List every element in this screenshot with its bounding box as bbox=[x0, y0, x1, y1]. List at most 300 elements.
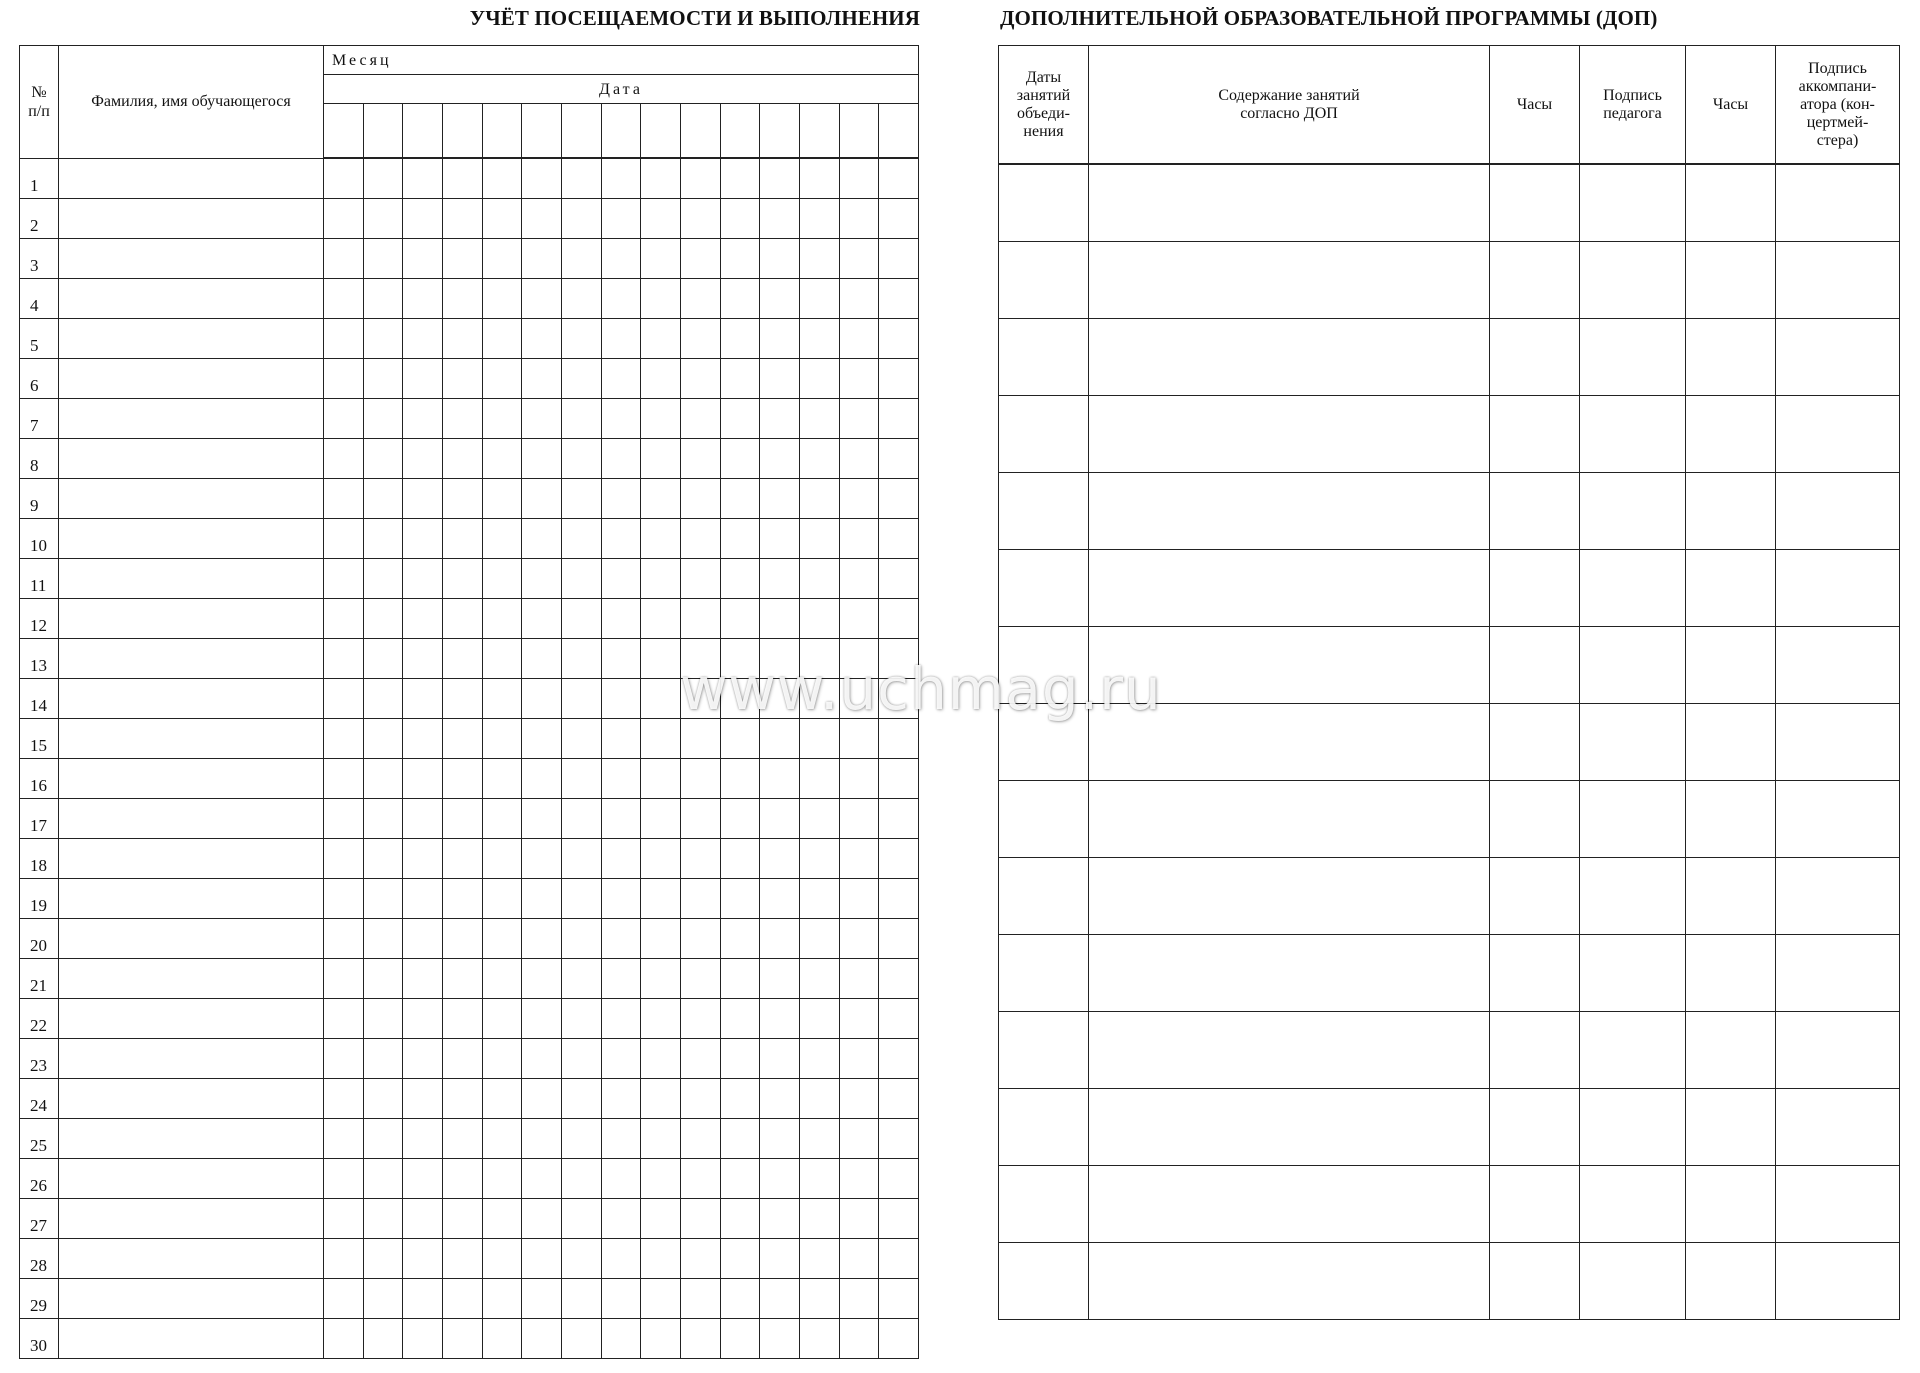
attendance-mark-cell[interactable] bbox=[482, 1158, 522, 1198]
attendance-mark-cell[interactable] bbox=[680, 318, 720, 358]
attendance-mark-cell[interactable] bbox=[482, 198, 522, 238]
program-cell[interactable] bbox=[1490, 1089, 1580, 1166]
attendance-mark-cell[interactable] bbox=[601, 598, 641, 638]
attendance-mark-cell[interactable] bbox=[720, 798, 760, 838]
attendance-mark-cell[interactable] bbox=[601, 518, 641, 558]
attendance-mark-cell[interactable] bbox=[879, 798, 919, 838]
student-name-cell[interactable] bbox=[59, 358, 324, 398]
program-cell[interactable] bbox=[1776, 1012, 1900, 1089]
attendance-mark-cell[interactable] bbox=[363, 918, 403, 958]
attendance-mark-cell[interactable] bbox=[482, 838, 522, 878]
attendance-mark-cell[interactable] bbox=[324, 1198, 364, 1238]
attendance-mark-cell[interactable] bbox=[720, 1278, 760, 1318]
attendance-mark-cell[interactable] bbox=[879, 718, 919, 758]
attendance-mark-cell[interactable] bbox=[561, 1038, 601, 1078]
program-cell[interactable] bbox=[1686, 164, 1776, 242]
attendance-mark-cell[interactable] bbox=[601, 1198, 641, 1238]
attendance-mark-cell[interactable] bbox=[522, 238, 562, 278]
attendance-mark-cell[interactable] bbox=[879, 198, 919, 238]
attendance-mark-cell[interactable] bbox=[601, 1038, 641, 1078]
attendance-mark-cell[interactable] bbox=[601, 678, 641, 718]
attendance-mark-cell[interactable] bbox=[601, 1278, 641, 1318]
attendance-mark-cell[interactable] bbox=[641, 1278, 681, 1318]
attendance-mark-cell[interactable] bbox=[522, 958, 562, 998]
attendance-mark-cell[interactable] bbox=[680, 1118, 720, 1158]
attendance-mark-cell[interactable] bbox=[601, 1078, 641, 1118]
attendance-mark-cell[interactable] bbox=[561, 678, 601, 718]
attendance-mark-cell[interactable] bbox=[403, 558, 443, 598]
attendance-mark-cell[interactable] bbox=[363, 678, 403, 718]
attendance-mark-cell[interactable] bbox=[561, 598, 601, 638]
attendance-mark-cell[interactable] bbox=[442, 398, 482, 438]
attendance-mark-cell[interactable] bbox=[363, 1318, 403, 1358]
attendance-mark-cell[interactable] bbox=[324, 438, 364, 478]
attendance-mark-cell[interactable] bbox=[324, 238, 364, 278]
attendance-mark-cell[interactable] bbox=[601, 278, 641, 318]
attendance-mark-cell[interactable] bbox=[879, 1238, 919, 1278]
attendance-mark-cell[interactable] bbox=[522, 1038, 562, 1078]
attendance-mark-cell[interactable] bbox=[879, 358, 919, 398]
attendance-mark-cell[interactable] bbox=[403, 838, 443, 878]
attendance-mark-cell[interactable] bbox=[760, 198, 800, 238]
attendance-mark-cell[interactable] bbox=[442, 278, 482, 318]
attendance-mark-cell[interactable] bbox=[442, 1278, 482, 1318]
attendance-mark-cell[interactable] bbox=[482, 518, 522, 558]
attendance-mark-cell[interactable] bbox=[720, 1318, 760, 1358]
attendance-mark-cell[interactable] bbox=[680, 1198, 720, 1238]
program-cell[interactable] bbox=[1686, 550, 1776, 627]
program-cell[interactable] bbox=[1089, 935, 1490, 1012]
attendance-mark-cell[interactable] bbox=[839, 358, 879, 398]
attendance-mark-cell[interactable] bbox=[482, 918, 522, 958]
attendance-mark-cell[interactable] bbox=[363, 638, 403, 678]
program-cell[interactable] bbox=[1686, 627, 1776, 704]
attendance-mark-cell[interactable] bbox=[442, 758, 482, 798]
attendance-mark-cell[interactable] bbox=[641, 438, 681, 478]
attendance-mark-cell[interactable] bbox=[760, 318, 800, 358]
attendance-mark-cell[interactable] bbox=[641, 478, 681, 518]
program-cell[interactable] bbox=[1089, 781, 1490, 858]
attendance-mark-cell[interactable] bbox=[442, 158, 482, 198]
attendance-mark-cell[interactable] bbox=[522, 558, 562, 598]
attendance-mark-cell[interactable] bbox=[561, 478, 601, 518]
program-cell[interactable] bbox=[1490, 704, 1580, 781]
attendance-mark-cell[interactable] bbox=[760, 158, 800, 198]
attendance-mark-cell[interactable] bbox=[760, 758, 800, 798]
attendance-mark-cell[interactable] bbox=[363, 1078, 403, 1118]
attendance-mark-cell[interactable] bbox=[641, 1118, 681, 1158]
program-cell[interactable] bbox=[1089, 1012, 1490, 1089]
attendance-mark-cell[interactable] bbox=[403, 518, 443, 558]
attendance-mark-cell[interactable] bbox=[403, 1198, 443, 1238]
attendance-mark-cell[interactable] bbox=[324, 518, 364, 558]
attendance-mark-cell[interactable] bbox=[522, 1278, 562, 1318]
attendance-mark-cell[interactable] bbox=[403, 1078, 443, 1118]
attendance-mark-cell[interactable] bbox=[403, 1118, 443, 1158]
student-name-cell[interactable] bbox=[59, 1198, 324, 1238]
attendance-mark-cell[interactable] bbox=[680, 398, 720, 438]
program-cell[interactable] bbox=[1490, 164, 1580, 242]
attendance-mark-cell[interactable] bbox=[561, 838, 601, 878]
attendance-mark-cell[interactable] bbox=[839, 478, 879, 518]
attendance-mark-cell[interactable] bbox=[324, 318, 364, 358]
attendance-mark-cell[interactable] bbox=[680, 958, 720, 998]
attendance-mark-cell[interactable] bbox=[561, 1198, 601, 1238]
program-cell[interactable] bbox=[1490, 1012, 1580, 1089]
attendance-mark-cell[interactable] bbox=[403, 1038, 443, 1078]
attendance-mark-cell[interactable] bbox=[799, 718, 839, 758]
attendance-mark-cell[interactable] bbox=[482, 998, 522, 1038]
attendance-mark-cell[interactable] bbox=[720, 318, 760, 358]
attendance-mark-cell[interactable] bbox=[799, 518, 839, 558]
program-cell[interactable] bbox=[999, 1089, 1089, 1166]
attendance-mark-cell[interactable] bbox=[839, 958, 879, 998]
attendance-mark-cell[interactable] bbox=[561, 558, 601, 598]
attendance-mark-cell[interactable] bbox=[879, 1118, 919, 1158]
attendance-mark-cell[interactable] bbox=[442, 1238, 482, 1278]
date-cell[interactable] bbox=[680, 104, 720, 159]
student-name-cell[interactable] bbox=[59, 598, 324, 638]
attendance-mark-cell[interactable] bbox=[522, 478, 562, 518]
attendance-mark-cell[interactable] bbox=[442, 1198, 482, 1238]
attendance-mark-cell[interactable] bbox=[879, 838, 919, 878]
attendance-mark-cell[interactable] bbox=[680, 518, 720, 558]
attendance-mark-cell[interactable] bbox=[363, 598, 403, 638]
attendance-mark-cell[interactable] bbox=[680, 838, 720, 878]
attendance-mark-cell[interactable] bbox=[363, 998, 403, 1038]
attendance-mark-cell[interactable] bbox=[522, 198, 562, 238]
attendance-mark-cell[interactable] bbox=[760, 238, 800, 278]
attendance-mark-cell[interactable] bbox=[641, 278, 681, 318]
program-cell[interactable] bbox=[1580, 242, 1686, 319]
attendance-mark-cell[interactable] bbox=[363, 558, 403, 598]
student-name-cell[interactable] bbox=[59, 678, 324, 718]
attendance-mark-cell[interactable] bbox=[641, 678, 681, 718]
attendance-mark-cell[interactable] bbox=[482, 798, 522, 838]
attendance-mark-cell[interactable] bbox=[760, 558, 800, 598]
attendance-mark-cell[interactable] bbox=[720, 958, 760, 998]
attendance-mark-cell[interactable] bbox=[839, 758, 879, 798]
attendance-mark-cell[interactable] bbox=[601, 398, 641, 438]
attendance-mark-cell[interactable] bbox=[324, 678, 364, 718]
attendance-mark-cell[interactable] bbox=[720, 198, 760, 238]
attendance-mark-cell[interactable] bbox=[680, 998, 720, 1038]
attendance-mark-cell[interactable] bbox=[403, 478, 443, 518]
attendance-mark-cell[interactable] bbox=[442, 1158, 482, 1198]
attendance-mark-cell[interactable] bbox=[561, 878, 601, 918]
attendance-mark-cell[interactable] bbox=[760, 1278, 800, 1318]
attendance-mark-cell[interactable] bbox=[879, 1158, 919, 1198]
attendance-mark-cell[interactable] bbox=[799, 358, 839, 398]
program-cell[interactable] bbox=[1580, 473, 1686, 550]
attendance-mark-cell[interactable] bbox=[680, 1278, 720, 1318]
attendance-mark-cell[interactable] bbox=[442, 518, 482, 558]
attendance-mark-cell[interactable] bbox=[760, 358, 800, 398]
program-cell[interactable] bbox=[1580, 1089, 1686, 1166]
attendance-mark-cell[interactable] bbox=[641, 198, 681, 238]
student-name-cell[interactable] bbox=[59, 1038, 324, 1078]
attendance-mark-cell[interactable] bbox=[720, 718, 760, 758]
attendance-mark-cell[interactable] bbox=[442, 838, 482, 878]
attendance-mark-cell[interactable] bbox=[601, 998, 641, 1038]
attendance-mark-cell[interactable] bbox=[799, 1118, 839, 1158]
attendance-mark-cell[interactable] bbox=[720, 1198, 760, 1238]
attendance-mark-cell[interactable] bbox=[403, 318, 443, 358]
attendance-mark-cell[interactable] bbox=[482, 438, 522, 478]
attendance-mark-cell[interactable] bbox=[601, 638, 641, 678]
attendance-mark-cell[interactable] bbox=[879, 558, 919, 598]
attendance-mark-cell[interactable] bbox=[324, 598, 364, 638]
program-cell[interactable] bbox=[1776, 858, 1900, 935]
program-cell[interactable] bbox=[1686, 473, 1776, 550]
attendance-mark-cell[interactable] bbox=[442, 238, 482, 278]
attendance-mark-cell[interactable] bbox=[482, 318, 522, 358]
attendance-mark-cell[interactable] bbox=[839, 1318, 879, 1358]
student-name-cell[interactable] bbox=[59, 718, 324, 758]
program-cell[interactable] bbox=[1776, 1243, 1900, 1320]
attendance-mark-cell[interactable] bbox=[839, 1118, 879, 1158]
attendance-mark-cell[interactable] bbox=[482, 1118, 522, 1158]
attendance-mark-cell[interactable] bbox=[363, 478, 403, 518]
attendance-mark-cell[interactable] bbox=[641, 1078, 681, 1118]
program-cell[interactable] bbox=[1490, 396, 1580, 473]
attendance-mark-cell[interactable] bbox=[879, 918, 919, 958]
program-cell[interactable] bbox=[1089, 1243, 1490, 1320]
student-name-cell[interactable] bbox=[59, 798, 324, 838]
attendance-mark-cell[interactable] bbox=[680, 198, 720, 238]
attendance-mark-cell[interactable] bbox=[760, 1238, 800, 1278]
student-name-cell[interactable] bbox=[59, 558, 324, 598]
attendance-mark-cell[interactable] bbox=[522, 438, 562, 478]
attendance-mark-cell[interactable] bbox=[879, 758, 919, 798]
attendance-mark-cell[interactable] bbox=[641, 958, 681, 998]
attendance-mark-cell[interactable] bbox=[720, 438, 760, 478]
attendance-mark-cell[interactable] bbox=[601, 758, 641, 798]
attendance-mark-cell[interactable] bbox=[324, 878, 364, 918]
attendance-mark-cell[interactable] bbox=[482, 158, 522, 198]
program-cell[interactable] bbox=[999, 164, 1089, 242]
attendance-mark-cell[interactable] bbox=[839, 718, 879, 758]
attendance-mark-cell[interactable] bbox=[363, 958, 403, 998]
attendance-mark-cell[interactable] bbox=[561, 958, 601, 998]
student-name-cell[interactable] bbox=[59, 198, 324, 238]
attendance-mark-cell[interactable] bbox=[324, 1158, 364, 1198]
attendance-mark-cell[interactable] bbox=[561, 638, 601, 678]
attendance-mark-cell[interactable] bbox=[442, 318, 482, 358]
program-cell[interactable] bbox=[1686, 319, 1776, 396]
attendance-mark-cell[interactable] bbox=[760, 478, 800, 518]
attendance-mark-cell[interactable] bbox=[363, 798, 403, 838]
date-cell[interactable] bbox=[482, 104, 522, 159]
attendance-mark-cell[interactable] bbox=[760, 998, 800, 1038]
program-cell[interactable] bbox=[1089, 473, 1490, 550]
attendance-mark-cell[interactable] bbox=[641, 158, 681, 198]
attendance-mark-cell[interactable] bbox=[561, 358, 601, 398]
attendance-mark-cell[interactable] bbox=[482, 1038, 522, 1078]
attendance-mark-cell[interactable] bbox=[879, 318, 919, 358]
attendance-mark-cell[interactable] bbox=[799, 1318, 839, 1358]
attendance-mark-cell[interactable] bbox=[442, 358, 482, 398]
attendance-mark-cell[interactable] bbox=[482, 358, 522, 398]
attendance-mark-cell[interactable] bbox=[403, 278, 443, 318]
attendance-mark-cell[interactable] bbox=[482, 1318, 522, 1358]
attendance-mark-cell[interactable] bbox=[324, 358, 364, 398]
attendance-mark-cell[interactable] bbox=[879, 1038, 919, 1078]
attendance-mark-cell[interactable] bbox=[879, 278, 919, 318]
attendance-mark-cell[interactable] bbox=[760, 958, 800, 998]
attendance-mark-cell[interactable] bbox=[799, 1238, 839, 1278]
attendance-mark-cell[interactable] bbox=[324, 918, 364, 958]
attendance-mark-cell[interactable] bbox=[442, 1078, 482, 1118]
program-cell[interactable] bbox=[1776, 164, 1900, 242]
attendance-mark-cell[interactable] bbox=[720, 1118, 760, 1158]
date-cell[interactable] bbox=[641, 104, 681, 159]
attendance-mark-cell[interactable] bbox=[720, 998, 760, 1038]
attendance-mark-cell[interactable] bbox=[641, 1238, 681, 1278]
attendance-mark-cell[interactable] bbox=[799, 1038, 839, 1078]
program-cell[interactable] bbox=[1776, 781, 1900, 858]
attendance-mark-cell[interactable] bbox=[799, 918, 839, 958]
program-cell[interactable] bbox=[1686, 1012, 1776, 1089]
attendance-mark-cell[interactable] bbox=[601, 238, 641, 278]
program-cell[interactable] bbox=[1776, 473, 1900, 550]
program-cell[interactable] bbox=[1580, 1243, 1686, 1320]
student-name-cell[interactable] bbox=[59, 518, 324, 558]
attendance-mark-cell[interactable] bbox=[839, 158, 879, 198]
attendance-mark-cell[interactable] bbox=[601, 558, 641, 598]
attendance-mark-cell[interactable] bbox=[799, 798, 839, 838]
student-name-cell[interactable] bbox=[59, 478, 324, 518]
attendance-mark-cell[interactable] bbox=[482, 398, 522, 438]
attendance-mark-cell[interactable] bbox=[760, 598, 800, 638]
attendance-mark-cell[interactable] bbox=[403, 358, 443, 398]
attendance-mark-cell[interactable] bbox=[482, 478, 522, 518]
attendance-mark-cell[interactable] bbox=[522, 718, 562, 758]
attendance-mark-cell[interactable] bbox=[839, 1238, 879, 1278]
date-cell[interactable] bbox=[601, 104, 641, 159]
attendance-mark-cell[interactable] bbox=[601, 878, 641, 918]
attendance-mark-cell[interactable] bbox=[720, 1158, 760, 1198]
attendance-mark-cell[interactable] bbox=[522, 1318, 562, 1358]
attendance-mark-cell[interactable] bbox=[561, 398, 601, 438]
attendance-mark-cell[interactable] bbox=[680, 718, 720, 758]
attendance-mark-cell[interactable] bbox=[720, 478, 760, 518]
attendance-mark-cell[interactable] bbox=[760, 398, 800, 438]
attendance-mark-cell[interactable] bbox=[482, 1238, 522, 1278]
program-cell[interactable] bbox=[1580, 319, 1686, 396]
program-cell[interactable] bbox=[1580, 1012, 1686, 1089]
date-cell[interactable] bbox=[799, 104, 839, 159]
attendance-mark-cell[interactable] bbox=[522, 598, 562, 638]
program-cell[interactable] bbox=[1490, 473, 1580, 550]
program-cell[interactable] bbox=[1776, 396, 1900, 473]
attendance-mark-cell[interactable] bbox=[324, 1278, 364, 1318]
date-cell[interactable] bbox=[561, 104, 601, 159]
attendance-mark-cell[interactable] bbox=[641, 718, 681, 758]
attendance-mark-cell[interactable] bbox=[442, 718, 482, 758]
attendance-mark-cell[interactable] bbox=[561, 1318, 601, 1358]
attendance-mark-cell[interactable] bbox=[561, 1238, 601, 1278]
attendance-mark-cell[interactable] bbox=[799, 598, 839, 638]
program-cell[interactable] bbox=[1686, 1166, 1776, 1243]
attendance-mark-cell[interactable] bbox=[324, 1078, 364, 1118]
program-cell[interactable] bbox=[1580, 935, 1686, 1012]
attendance-mark-cell[interactable] bbox=[324, 1038, 364, 1078]
attendance-mark-cell[interactable] bbox=[482, 678, 522, 718]
attendance-mark-cell[interactable] bbox=[482, 278, 522, 318]
attendance-mark-cell[interactable] bbox=[720, 918, 760, 958]
attendance-mark-cell[interactable] bbox=[641, 838, 681, 878]
program-cell[interactable] bbox=[999, 1012, 1089, 1089]
attendance-mark-cell[interactable] bbox=[561, 278, 601, 318]
attendance-mark-cell[interactable] bbox=[363, 358, 403, 398]
attendance-mark-cell[interactable] bbox=[442, 1118, 482, 1158]
attendance-mark-cell[interactable] bbox=[561, 518, 601, 558]
attendance-mark-cell[interactable] bbox=[403, 398, 443, 438]
attendance-mark-cell[interactable] bbox=[879, 438, 919, 478]
attendance-mark-cell[interactable] bbox=[561, 238, 601, 278]
attendance-mark-cell[interactable] bbox=[839, 198, 879, 238]
attendance-mark-cell[interactable] bbox=[641, 318, 681, 358]
program-cell[interactable] bbox=[1089, 319, 1490, 396]
attendance-mark-cell[interactable] bbox=[561, 438, 601, 478]
attendance-mark-cell[interactable] bbox=[363, 758, 403, 798]
attendance-mark-cell[interactable] bbox=[522, 318, 562, 358]
attendance-mark-cell[interactable] bbox=[720, 558, 760, 598]
attendance-mark-cell[interactable] bbox=[403, 638, 443, 678]
attendance-mark-cell[interactable] bbox=[760, 878, 800, 918]
attendance-mark-cell[interactable] bbox=[324, 278, 364, 318]
student-name-cell[interactable] bbox=[59, 918, 324, 958]
attendance-mark-cell[interactable] bbox=[324, 1238, 364, 1278]
attendance-mark-cell[interactable] bbox=[601, 438, 641, 478]
attendance-mark-cell[interactable] bbox=[799, 758, 839, 798]
attendance-mark-cell[interactable] bbox=[720, 358, 760, 398]
attendance-mark-cell[interactable] bbox=[680, 1238, 720, 1278]
attendance-mark-cell[interactable] bbox=[522, 1078, 562, 1118]
attendance-mark-cell[interactable] bbox=[720, 1078, 760, 1118]
program-cell[interactable] bbox=[1490, 627, 1580, 704]
attendance-mark-cell[interactable] bbox=[442, 918, 482, 958]
attendance-mark-cell[interactable] bbox=[442, 198, 482, 238]
attendance-mark-cell[interactable] bbox=[363, 198, 403, 238]
attendance-mark-cell[interactable] bbox=[522, 358, 562, 398]
attendance-mark-cell[interactable] bbox=[879, 598, 919, 638]
student-name-cell[interactable] bbox=[59, 758, 324, 798]
program-cell[interactable] bbox=[1580, 858, 1686, 935]
attendance-mark-cell[interactable] bbox=[403, 158, 443, 198]
date-cell[interactable] bbox=[879, 104, 919, 159]
program-cell[interactable] bbox=[1089, 164, 1490, 242]
attendance-mark-cell[interactable] bbox=[879, 878, 919, 918]
attendance-mark-cell[interactable] bbox=[561, 798, 601, 838]
attendance-mark-cell[interactable] bbox=[641, 598, 681, 638]
attendance-mark-cell[interactable] bbox=[363, 398, 403, 438]
attendance-mark-cell[interactable] bbox=[760, 1118, 800, 1158]
attendance-mark-cell[interactable] bbox=[324, 198, 364, 238]
program-cell[interactable] bbox=[1686, 1243, 1776, 1320]
attendance-mark-cell[interactable] bbox=[680, 918, 720, 958]
attendance-mark-cell[interactable] bbox=[403, 1158, 443, 1198]
attendance-mark-cell[interactable] bbox=[799, 838, 839, 878]
attendance-mark-cell[interactable] bbox=[363, 1278, 403, 1318]
attendance-mark-cell[interactable] bbox=[522, 278, 562, 318]
attendance-mark-cell[interactable] bbox=[799, 238, 839, 278]
attendance-mark-cell[interactable] bbox=[879, 958, 919, 998]
student-name-cell[interactable] bbox=[59, 438, 324, 478]
program-cell[interactable] bbox=[1490, 242, 1580, 319]
attendance-mark-cell[interactable] bbox=[403, 438, 443, 478]
